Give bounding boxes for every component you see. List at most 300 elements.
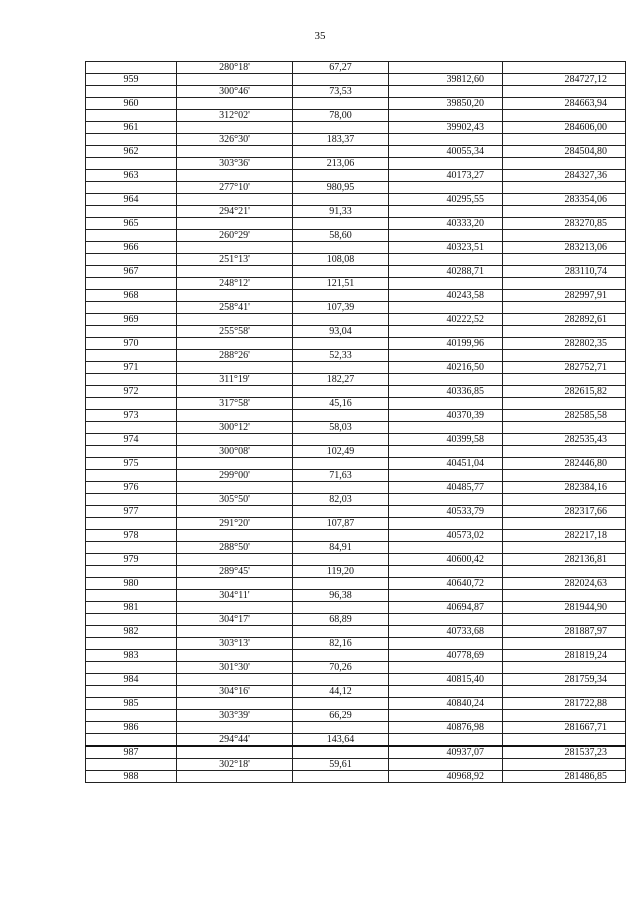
coordinates-table [85,61,626,783]
distance-cell [293,218,389,230]
distance-cell [293,338,389,350]
distance-cell [293,242,389,254]
x-coordinate-cell: 40333,20 [389,218,503,230]
point-number-cell [86,662,177,674]
distance-cell: 213,06 [293,158,389,170]
point-number-cell [86,230,177,242]
distance-cell: 143,64 [293,734,389,747]
x-coordinate-cell [389,134,503,146]
bearing-cell [177,170,293,182]
distance-cell: 78,00 [293,110,389,122]
x-coordinate-cell: 40288,71 [389,266,503,278]
table-row [86,410,626,422]
table-row [86,386,626,398]
x-coordinate-cell: 40937,07 [389,746,503,759]
distance-cell: 107,87 [293,518,389,530]
x-coordinate-cell: 40733,68 [389,626,503,638]
table-row [86,434,626,446]
x-coordinate-cell [389,662,503,674]
y-coordinate-cell: 282384,16 [503,482,626,494]
y-coordinate-cell [503,278,626,290]
y-coordinate-cell [503,86,626,98]
x-coordinate-cell [389,374,503,386]
x-coordinate-cell [389,494,503,506]
x-coordinate-cell [389,350,503,362]
table-row [86,254,626,266]
table-row [86,722,626,734]
bearing-cell: 280°18' [177,62,293,74]
bearing-cell: 300°46' [177,86,293,98]
bearing-cell [177,578,293,590]
distance-cell: 91,33 [293,206,389,218]
distance-cell [293,410,389,422]
x-coordinate-cell: 40216,50 [389,362,503,374]
distance-cell [293,506,389,518]
y-coordinate-cell [503,590,626,602]
distance-cell [293,554,389,566]
bearing-cell: 302°18' [177,759,293,771]
distance-cell: 182,27 [293,374,389,386]
distance-cell [293,650,389,662]
bearing-cell: 288°50' [177,542,293,554]
point-number-cell: 965 [86,218,177,230]
point-number-cell [86,518,177,530]
table-row [86,590,626,602]
x-coordinate-cell: 40243,58 [389,290,503,302]
x-coordinate-cell: 40399,58 [389,434,503,446]
point-number-cell: 966 [86,242,177,254]
point-number-cell [86,494,177,506]
bearing-cell [177,146,293,158]
bearing-cell [177,122,293,134]
distance-cell: 70,26 [293,662,389,674]
point-number-cell: 977 [86,506,177,518]
y-coordinate-cell: 282892,61 [503,314,626,326]
point-number-cell: 962 [86,146,177,158]
distance-cell [293,746,389,759]
distance-cell [293,122,389,134]
point-number-cell: 973 [86,410,177,422]
y-coordinate-cell: 283270,85 [503,218,626,230]
x-coordinate-cell [389,638,503,650]
bearing-cell [177,626,293,638]
table-row [86,134,626,146]
y-coordinate-cell: 284504,80 [503,146,626,158]
table-row [86,218,626,230]
distance-cell: 121,51 [293,278,389,290]
bearing-cell [177,722,293,734]
y-coordinate-cell: 281486,85 [503,771,626,783]
x-coordinate-cell [389,422,503,434]
point-number-cell [86,446,177,458]
table-row [86,242,626,254]
bearing-cell: 299°00' [177,470,293,482]
bearing-cell: 303°39' [177,710,293,722]
table-row [86,158,626,170]
y-coordinate-cell: 282317,66 [503,506,626,518]
x-coordinate-cell: 40573,02 [389,530,503,542]
table-row [86,530,626,542]
distance-cell: 73,53 [293,86,389,98]
bearing-cell: 291°20' [177,518,293,530]
x-coordinate-cell [389,302,503,314]
y-coordinate-cell: 281667,71 [503,722,626,734]
point-number-cell: 970 [86,338,177,350]
x-coordinate-cell: 40055,34 [389,146,503,158]
y-coordinate-cell: 282217,18 [503,530,626,542]
y-coordinate-cell: 282535,43 [503,434,626,446]
table-row [86,326,626,338]
table-row [86,374,626,386]
distance-cell [293,626,389,638]
table-row [86,230,626,242]
point-number-cell: 980 [86,578,177,590]
bearing-cell [177,698,293,710]
distance-cell [293,530,389,542]
x-coordinate-cell [389,206,503,218]
table-row [86,710,626,722]
point-number-cell [86,302,177,314]
distance-cell [293,602,389,614]
point-number-cell: 963 [86,170,177,182]
distance-cell: 102,49 [293,446,389,458]
table-row [86,494,626,506]
distance-cell [293,674,389,686]
x-coordinate-cell [389,398,503,410]
x-coordinate-cell [389,759,503,771]
distance-cell: 67,27 [293,62,389,74]
point-number-cell: 964 [86,194,177,206]
bearing-cell: 304°17' [177,614,293,626]
y-coordinate-cell: 282446,80 [503,458,626,470]
y-coordinate-cell: 282997,91 [503,290,626,302]
bearing-cell [177,554,293,566]
bearing-cell [177,266,293,278]
y-coordinate-cell [503,734,626,747]
y-coordinate-cell: 282802,35 [503,338,626,350]
point-number-cell: 961 [86,122,177,134]
y-coordinate-cell [503,206,626,218]
y-coordinate-cell [503,494,626,506]
y-coordinate-cell [503,638,626,650]
bearing-cell: 277°10' [177,182,293,194]
distance-cell: 96,38 [293,590,389,602]
bearing-cell [177,314,293,326]
distance-cell: 52,33 [293,350,389,362]
y-coordinate-cell [503,158,626,170]
x-coordinate-cell: 40533,79 [389,506,503,518]
point-number-cell: 969 [86,314,177,326]
bearing-cell [177,410,293,422]
distance-cell: 82,16 [293,638,389,650]
y-coordinate-cell: 284606,00 [503,122,626,134]
distance-cell [293,74,389,86]
table-row [86,422,626,434]
table-body [86,62,626,783]
distance-cell [293,98,389,110]
distance-cell: 71,63 [293,470,389,482]
x-coordinate-cell: 40173,27 [389,170,503,182]
y-coordinate-cell [503,759,626,771]
bearing-cell: 305°50' [177,494,293,506]
point-number-cell [86,158,177,170]
distance-cell: 82,03 [293,494,389,506]
bearing-cell: 300°08' [177,446,293,458]
point-number-cell: 984 [86,674,177,686]
y-coordinate-cell: 281759,34 [503,674,626,686]
point-number-cell [86,86,177,98]
table-row [86,734,626,747]
y-coordinate-cell [503,446,626,458]
y-coordinate-cell [503,230,626,242]
y-coordinate-cell [503,374,626,386]
x-coordinate-cell: 39850,20 [389,98,503,110]
distance-cell: 183,37 [293,134,389,146]
x-coordinate-cell [389,86,503,98]
table-row [86,771,626,783]
point-number-cell [86,350,177,362]
point-number-cell [86,182,177,194]
y-coordinate-cell [503,254,626,266]
point-number-cell: 960 [86,98,177,110]
bearing-cell [177,746,293,759]
point-number-cell: 985 [86,698,177,710]
bearing-cell: 317°58' [177,398,293,410]
y-coordinate-cell: 282024,63 [503,578,626,590]
bearing-cell [177,506,293,518]
table-row [86,662,626,674]
y-coordinate-cell: 284727,12 [503,74,626,86]
y-coordinate-cell [503,302,626,314]
point-number-cell: 976 [86,482,177,494]
table-row [86,566,626,578]
distance-cell: 59,61 [293,759,389,771]
table-row [86,290,626,302]
distance-cell [293,771,389,783]
table-row [86,458,626,470]
bearing-cell: 260°29' [177,230,293,242]
table-row [86,759,626,771]
x-coordinate-cell: 40694,87 [389,602,503,614]
distance-cell [293,146,389,158]
bearing-cell [177,674,293,686]
x-coordinate-cell [389,590,503,602]
distance-cell [293,386,389,398]
bearing-cell: 294°21' [177,206,293,218]
y-coordinate-cell [503,110,626,122]
point-number-cell [86,254,177,266]
bearing-cell: 288°26' [177,350,293,362]
point-number-cell [86,590,177,602]
y-coordinate-cell [503,350,626,362]
point-number-cell [86,278,177,290]
bearing-cell: 304°11' [177,590,293,602]
table-row [86,554,626,566]
table-row [86,602,626,614]
table-row [86,638,626,650]
table-row [86,614,626,626]
distance-cell: 107,39 [293,302,389,314]
x-coordinate-cell: 40295,55 [389,194,503,206]
x-coordinate-cell [389,278,503,290]
point-number-cell [86,542,177,554]
y-coordinate-cell [503,662,626,674]
point-number-cell [86,62,177,74]
distance-cell [293,266,389,278]
point-number-cell: 975 [86,458,177,470]
bearing-cell [177,98,293,110]
x-coordinate-cell: 39812,60 [389,74,503,86]
distance-cell [293,314,389,326]
y-coordinate-cell [503,422,626,434]
page-number: 35 [314,30,326,42]
bearing-cell: 251°13' [177,254,293,266]
x-coordinate-cell [389,518,503,530]
table-row [86,746,626,759]
bearing-cell [177,434,293,446]
bearing-cell [177,482,293,494]
point-number-cell [86,422,177,434]
x-coordinate-cell: 40370,39 [389,410,503,422]
x-coordinate-cell [389,470,503,482]
table-row [86,506,626,518]
y-coordinate-cell: 281887,97 [503,626,626,638]
point-number-cell [86,206,177,218]
y-coordinate-cell: 281944,90 [503,602,626,614]
x-coordinate-cell [389,182,503,194]
x-coordinate-cell [389,710,503,722]
bearing-cell [177,458,293,470]
x-coordinate-cell: 40968,92 [389,771,503,783]
bearing-cell: 289°45' [177,566,293,578]
table-row [86,74,626,86]
table-row [86,206,626,218]
point-number-cell [86,759,177,771]
x-coordinate-cell [389,686,503,698]
y-coordinate-cell: 282585,58 [503,410,626,422]
point-number-cell: 968 [86,290,177,302]
table-row [86,398,626,410]
table-row [86,314,626,326]
distance-cell [293,170,389,182]
table-row [86,62,626,74]
point-number-cell: 978 [86,530,177,542]
distance-cell: 58,03 [293,422,389,434]
bearing-cell [177,218,293,230]
distance-cell: 66,29 [293,710,389,722]
point-number-cell [86,470,177,482]
point-number-cell: 981 [86,602,177,614]
table-row [86,650,626,662]
bearing-cell [177,242,293,254]
y-coordinate-cell [503,686,626,698]
point-number-cell [86,374,177,386]
x-coordinate-cell: 40876,98 [389,722,503,734]
table-row [86,338,626,350]
distance-cell: 68,89 [293,614,389,626]
distance-cell: 44,12 [293,686,389,698]
bearing-cell [177,771,293,783]
distance-cell: 980,95 [293,182,389,194]
x-coordinate-cell [389,614,503,626]
y-coordinate-cell: 284327,36 [503,170,626,182]
y-coordinate-cell [503,542,626,554]
point-number-cell: 971 [86,362,177,374]
y-coordinate-cell [503,326,626,338]
bearing-cell [177,602,293,614]
table-row [86,578,626,590]
point-number-cell [86,614,177,626]
bearing-cell: 312°02' [177,110,293,122]
bearing-cell: 248°12' [177,278,293,290]
distance-cell [293,458,389,470]
x-coordinate-cell: 40778,69 [389,650,503,662]
table-row [86,302,626,314]
bearing-cell [177,194,293,206]
distance-cell: 119,20 [293,566,389,578]
distance-cell [293,722,389,734]
distance-cell [293,698,389,710]
point-number-cell [86,734,177,747]
y-coordinate-cell [503,182,626,194]
x-coordinate-cell [389,158,503,170]
bearing-cell: 258°41' [177,302,293,314]
x-coordinate-cell [389,446,503,458]
x-coordinate-cell: 39902,43 [389,122,503,134]
distance-cell [293,194,389,206]
point-number-cell [86,710,177,722]
bearing-cell [177,290,293,302]
point-number-cell: 967 [86,266,177,278]
point-number-cell: 972 [86,386,177,398]
y-coordinate-cell: 283110,74 [503,266,626,278]
table-row [86,482,626,494]
point-number-cell [86,638,177,650]
y-coordinate-cell: 282615,82 [503,386,626,398]
table-row [86,98,626,110]
point-number-cell: 986 [86,722,177,734]
y-coordinate-cell: 281722,88 [503,698,626,710]
table-row [86,470,626,482]
bearing-cell [177,338,293,350]
bearing-cell [177,530,293,542]
point-number-cell: 988 [86,771,177,783]
y-coordinate-cell [503,470,626,482]
x-coordinate-cell [389,734,503,747]
table-row [86,266,626,278]
point-number-cell [86,326,177,338]
point-number-cell: 979 [86,554,177,566]
bearing-cell [177,362,293,374]
table-row [86,122,626,134]
table-row [86,278,626,290]
bearing-cell: 326°30' [177,134,293,146]
distance-cell [293,362,389,374]
y-coordinate-cell: 283354,06 [503,194,626,206]
table-row [86,86,626,98]
bearing-cell [177,74,293,86]
table-row [86,194,626,206]
y-coordinate-cell [503,398,626,410]
y-coordinate-cell: 282136,81 [503,554,626,566]
table-row [86,626,626,638]
y-coordinate-cell [503,614,626,626]
x-coordinate-cell: 40323,51 [389,242,503,254]
y-coordinate-cell: 284663,94 [503,98,626,110]
bearing-cell: 311°19' [177,374,293,386]
x-coordinate-cell: 40336,85 [389,386,503,398]
table-row [86,542,626,554]
